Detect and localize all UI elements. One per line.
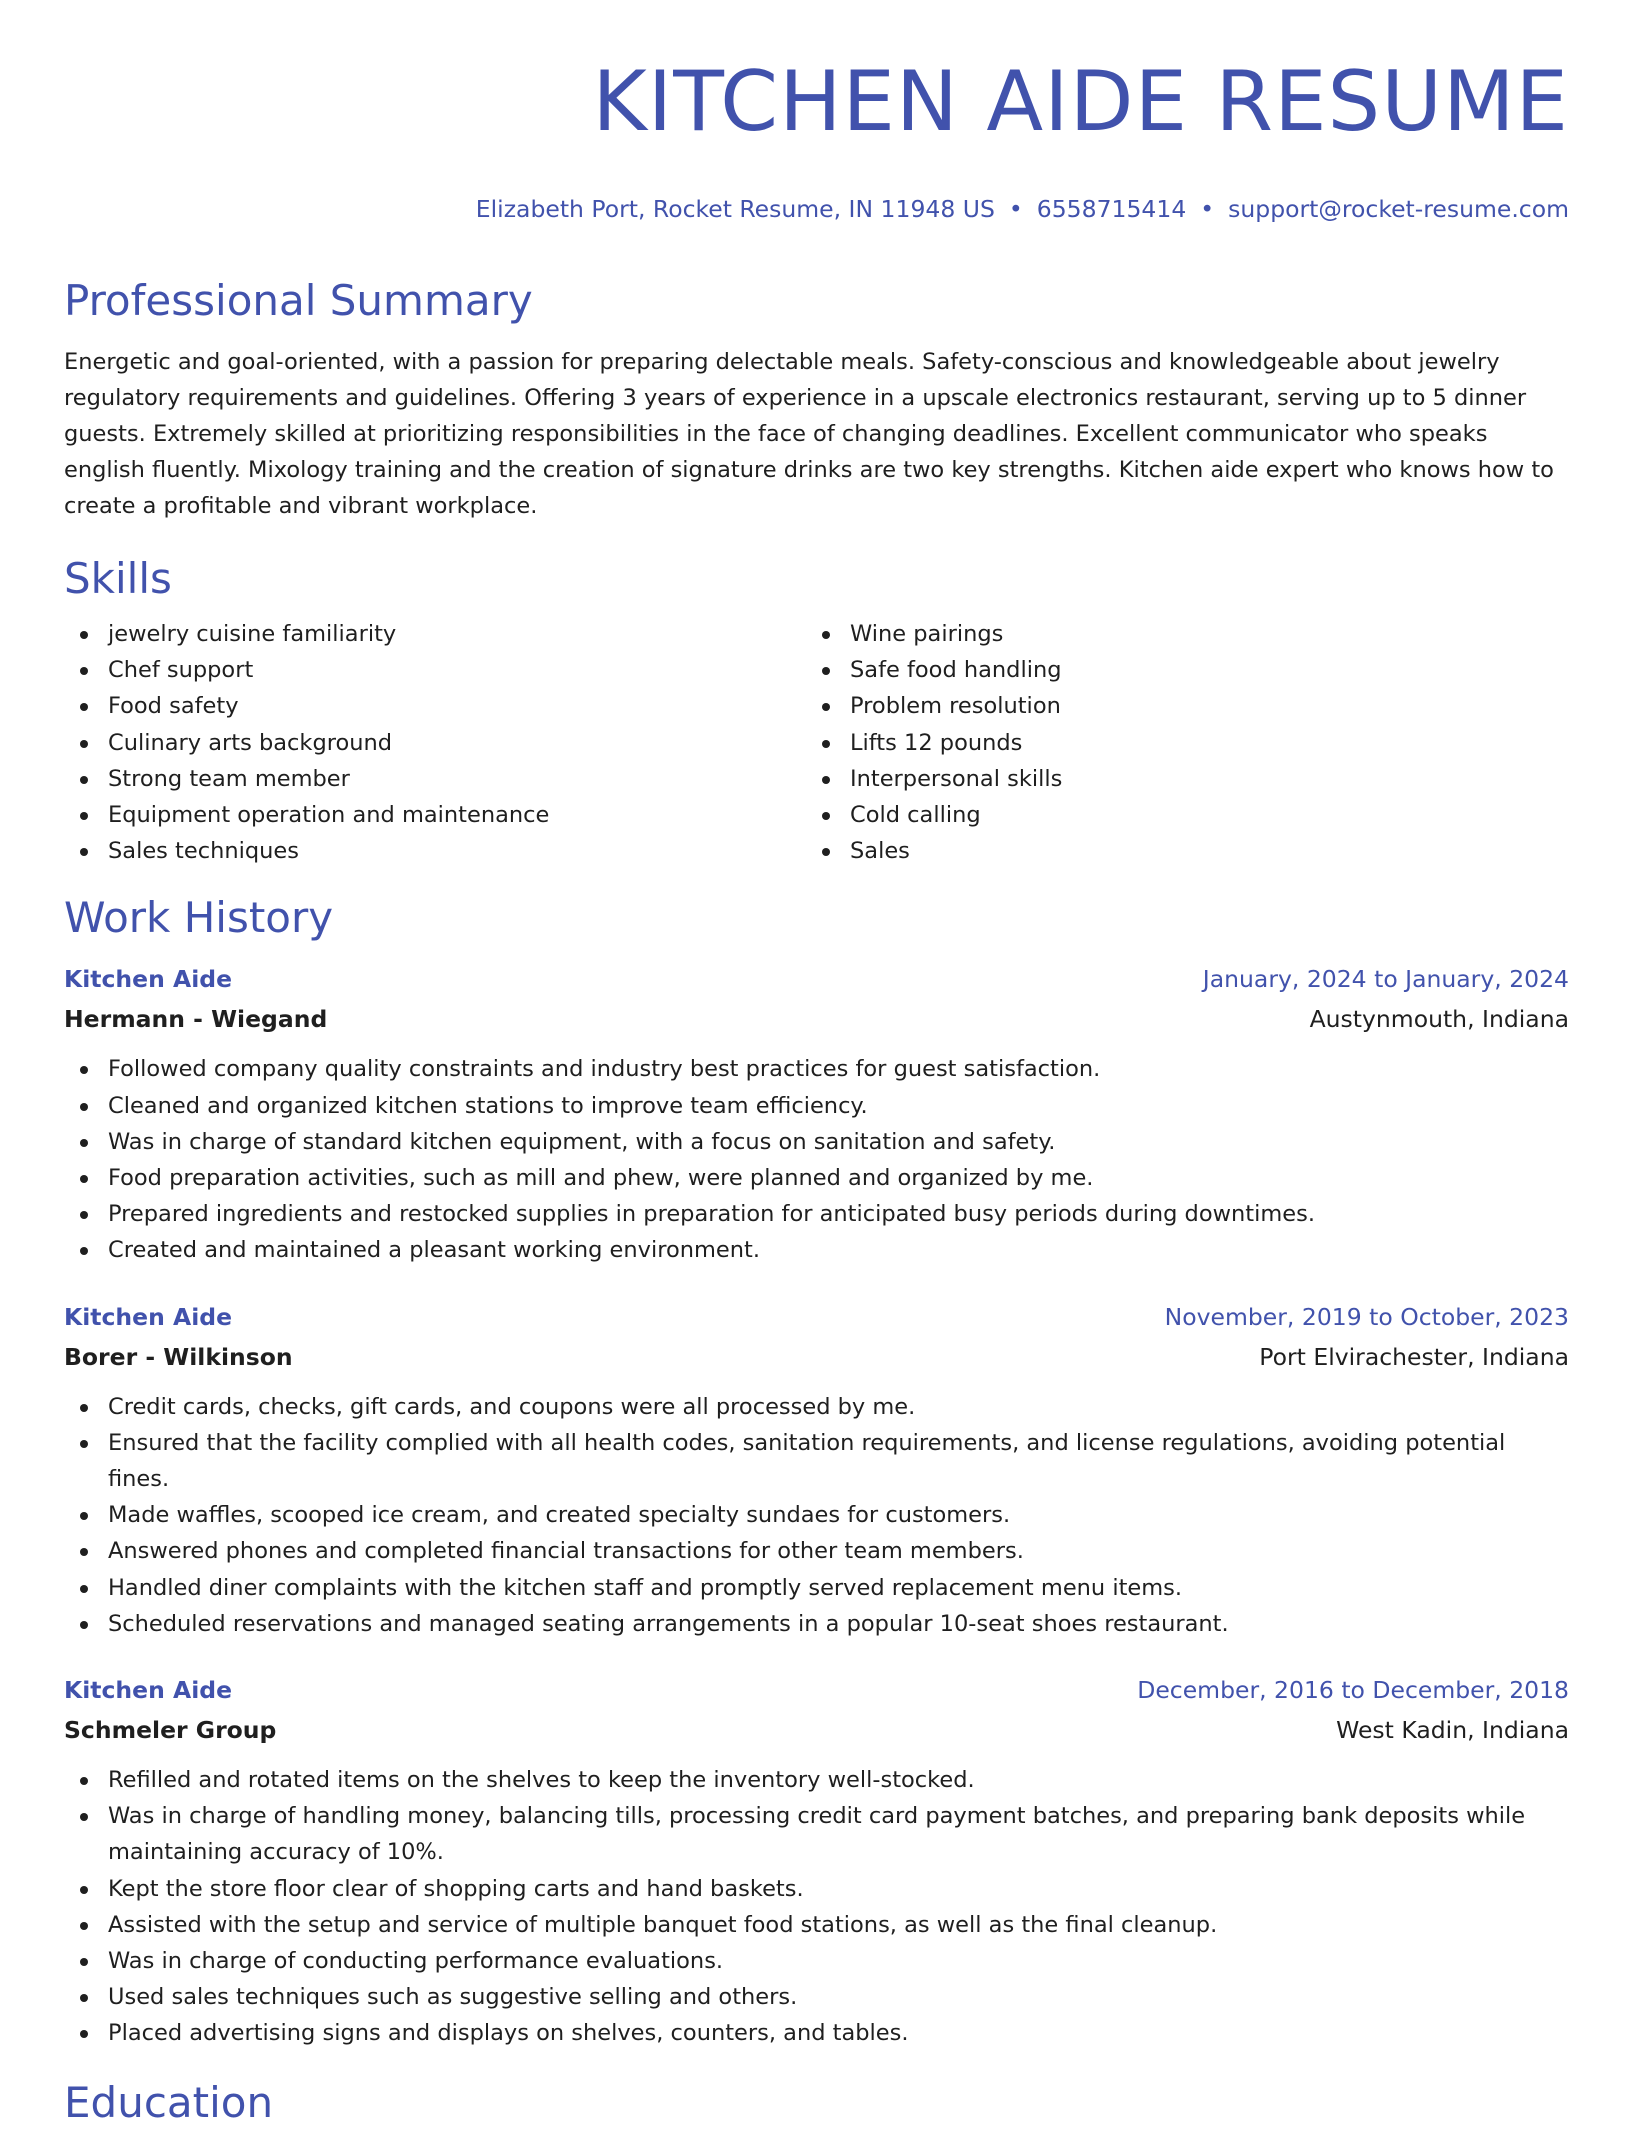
job-company: Schmeler Group — [64, 1716, 277, 1745]
job-title-row — [64, 1670, 1569, 1710]
job-duty: Used sales techniques such as suggestive selling and others. — [64, 1979, 1569, 2015]
skill-item: Chef support — [64, 652, 806, 688]
resume-page — [64, 0, 1569, 2130]
job-title: Kitchen Aide — [64, 1302, 233, 1331]
job-location: Port Elvirachester, Indiana — [1259, 1342, 1569, 1371]
skill-item: Sales — [806, 833, 1548, 869]
skills-list — [64, 616, 1569, 869]
job-title-row — [64, 1297, 1569, 1337]
skills-column-right — [806, 616, 1548, 869]
contact-phone: 6558715414 — [1036, 195, 1187, 223]
job-duty: Answered phones and completed financial transactions for other team members. — [64, 1533, 1569, 1569]
job-duty: Was in charge of conducting performance evaluations. — [64, 1943, 1569, 1979]
section-heading-skills: Skills — [64, 554, 172, 603]
job-dates: December, 2016 to December, 2018 — [1137, 1676, 1569, 1705]
section-heading-summary: Professional Summary — [64, 276, 533, 325]
job-duty: Cleaned and organized kitchen stations to improve team efficiency. — [64, 1088, 1569, 1124]
job-duty: Food preparation activities, such as mill and phew, were planned and organized by me. — [64, 1160, 1569, 1196]
job-duty: Placed advertising signs and displays on shelves, counters, and tables. — [64, 2015, 1569, 2051]
job-duties — [64, 1051, 1569, 1268]
contact-line — [64, 194, 1569, 224]
contact-address: Elizabeth Port, Rocket Resume, IN 11948 US — [475, 195, 995, 223]
skill-item: Lifts 12 pounds — [806, 725, 1548, 761]
job-duties — [64, 1762, 1569, 2052]
job-duty: Credit cards, checks, gift cards, and coupons were all processed by me. — [64, 1389, 1569, 1425]
job-duty: Assisted with the setup and service of multiple banquet food stations, as well as the final cleanup. — [64, 1907, 1569, 1943]
job-duty: Handled diner complaints with the kitchen staff and promptly served replacement menu items. — [64, 1570, 1569, 1606]
job-duty: Made waffles, scooped ice cream, and created specialty sundaes for customers. — [64, 1497, 1569, 1533]
skill-item: Wine pairings — [806, 616, 1548, 652]
skill-item: jewelry cuisine familiarity — [64, 616, 806, 652]
skill-item: Cold calling — [806, 797, 1548, 833]
job-company-row — [64, 1337, 1569, 1377]
contact-separator: • — [1008, 195, 1023, 223]
job-location: West Kadin, Indiana — [1336, 1716, 1569, 1745]
job-title-row — [64, 959, 1569, 999]
skill-item: Strong team member — [64, 761, 806, 797]
skill-item: Culinary arts background — [64, 725, 806, 761]
job-company-row — [64, 1710, 1569, 1750]
job-duty: Was in charge of standard kitchen equipment, with a focus on sanitation and safety. — [64, 1124, 1569, 1160]
job-duty: Prepared ingredients and restocked supplies in preparation for anticipated busy periods during downtimes. — [64, 1196, 1569, 1232]
job-duties — [64, 1389, 1569, 1642]
skill-item: Safe food handling — [806, 652, 1548, 688]
job-entry — [64, 959, 1569, 1268]
job-company: Borer - Wilkinson — [64, 1342, 293, 1371]
job-entry — [64, 1670, 1569, 2052]
job-duty: Followed company quality constraints and industry best practices for guest satisfaction. — [64, 1051, 1569, 1087]
skills-column-left — [64, 616, 806, 869]
job-entry — [64, 1297, 1569, 1642]
job-duty: Created and maintained a pleasant working environment. — [64, 1232, 1569, 1268]
job-company-row — [64, 999, 1569, 1039]
job-dates: November, 2019 to October, 2023 — [1164, 1302, 1569, 1331]
job-title: Kitchen Aide — [64, 1676, 233, 1705]
job-duty: Scheduled reservations and managed seating arrangements in a popular 10-seat shoes restaurant. — [64, 1606, 1569, 1642]
job-company: Hermann - Wiegand — [64, 1005, 328, 1034]
job-title: Kitchen Aide — [64, 965, 233, 994]
skill-item: Sales techniques — [64, 833, 806, 869]
skill-item: Problem resolution — [806, 688, 1548, 724]
job-duty: Refilled and rotated items on the shelves to keep the inventory well-stocked. — [64, 1762, 1569, 1798]
job-dates: January, 2024 to January, 2024 — [1202, 965, 1569, 994]
section-heading-education: Education — [64, 2077, 274, 2127]
job-duty: Was in charge of handling money, balancing tills, processing credit card payment batches, and preparing bank deposits while maintaining accuracy of 10%. — [64, 1798, 1569, 1870]
summary-text: Energetic and goal-oriented, with a passion for preparing delectable meals. Safety-conscious and knowledgeable about jewelry regulatory requirements and guidelines. Offering 3 years of experience in a upscale electronics restaurant, serving up to 5 dinner guests. Extremely skilled at prioritizing responsibilities in the face of changing deadlines. Excellent communicator who speaks english fluently. Mixology training and the creation of signature drinks are two key strengths. Kitchen aide expert who knows how to create a profitable and vibrant workplace. — [64, 349, 1554, 519]
resume-header — [64, 0, 1569, 224]
job-duty: Ensured that the facility complied with all health codes, sanitation requirements, and license regulations, avoiding potential fines. — [64, 1425, 1569, 1497]
job-location: Austynmouth, Indiana — [1309, 1005, 1569, 1034]
job-duty: Kept the store floor clear of shopping carts and hand baskets. — [64, 1871, 1569, 1907]
resume-title: KITCHEN AIDE RESUME — [592, 53, 1569, 150]
contact-separator: • — [1200, 195, 1215, 223]
skill-item: Food safety — [64, 688, 806, 724]
skill-item: Interpersonal skills — [806, 761, 1548, 797]
skill-item: Equipment operation and maintenance — [64, 797, 806, 833]
section-heading-work-history: Work History — [64, 893, 334, 943]
contact-email: support@rocket-resume.com — [1228, 195, 1569, 223]
